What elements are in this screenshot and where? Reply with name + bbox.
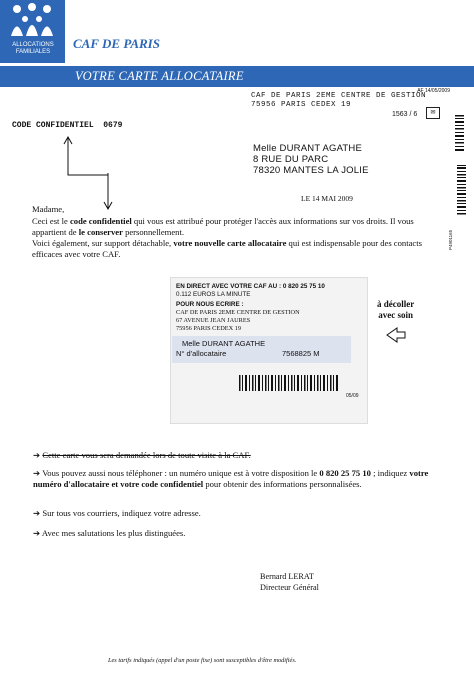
recipient-city: 78320 MANTES LA JOLIE <box>253 165 369 176</box>
arrow-bullet-icon: ➔ <box>33 528 41 538</box>
family-logo-icon <box>7 3 57 37</box>
bullet-card-visit: ➔ Cette carte vous sera demandée lors de toute visite à la CAF. <box>33 450 251 460</box>
sequence-number: 1563 / 6 <box>392 111 418 118</box>
document-reference: AF 14/05/2009 <box>417 88 450 94</box>
card-holder: Melle DURANT AGATHE <box>182 339 266 348</box>
logo-text: ALLOCATIONS FAMILIALES <box>12 42 54 55</box>
side-barcode-top <box>455 115 464 153</box>
card-number-label: N° d'allocataire <box>176 349 227 358</box>
confidential-code-label: CODE CONFIDENTIEL <box>12 121 94 130</box>
card-address-2: 67 AVENUE JEAN JAURES <box>176 317 251 324</box>
paragraph-code: Ceci est le code confidentiel qui vous est attribué pour protéger l'accès aux informations sur vos droits. Il vous appartient de le conserver personnellement. <box>32 216 414 237</box>
sender-line-2: 75956 PARIS CEDEX 19 <box>251 101 352 109</box>
footer-note: Les tarifs indiqués (appel d'un poste fixe) sont susceptibles d'être modifiés. <box>108 657 297 664</box>
confidential-code <box>12 121 122 130</box>
card-barcode <box>239 375 339 391</box>
salutation: Madame, <box>32 204 65 214</box>
peel-hand-icon <box>385 326 407 344</box>
handwritten-arrows <box>60 135 120 210</box>
vertical-reference: P4901165 <box>448 229 453 250</box>
banner-title: VOTRE CARTE ALLOCATAIRE <box>75 69 244 83</box>
card-address-3: 75956 PARIS CEDEX 19 <box>176 325 242 332</box>
bullet-greetings: ➔ Avec mes salutations les plus distinguées. <box>33 528 186 538</box>
bullet-phone: ➔ Vous pouvez aussi nous téléphoner : un numéro unique est à votre disposition le 0 820 25 75 10 ; indiquez votre numéro d'allocataire et votre code confidentiel pour obtenir des informations personnalisées. <box>33 468 429 489</box>
arrow-bullet-icon: ➔ <box>33 508 41 518</box>
side-barcode <box>457 165 466 215</box>
signatory-name: Bernard LERAT <box>260 572 314 581</box>
arrow-bullet-icon: ➔ <box>33 468 41 478</box>
card-direct-line: EN DIRECT AVEC VOTRE CAF AU : 0 820 25 75 10 <box>176 283 325 290</box>
recipient-street: 8 RUE DU PARC <box>253 154 329 165</box>
card-write-label: POUR NOUS ECRIRE : <box>176 301 244 308</box>
peel-instruction: à décoller avec soin <box>377 299 415 320</box>
org-name: CAF DE PARIS <box>73 36 160 51</box>
card-expiry: 05/09 <box>346 393 359 399</box>
signatory-title: Directeur Général <box>260 583 319 592</box>
sender-line-1: CAF DE PARIS 2EME CENTRE DE GESTION <box>251 92 427 100</box>
bullet-address: ➔ Sur tous vos courriers, indiquez votre adresse. <box>33 508 201 518</box>
recipient-name: Melle DURANT AGATHE <box>253 143 363 154</box>
letter-date: LE 14 MAI 2009 <box>301 194 353 203</box>
card-rate: 0.112 EUROS LA MINUTE <box>176 291 251 298</box>
arrow-bullet-icon: ➔ <box>33 450 41 460</box>
card-number-value: 7568825 M <box>282 349 320 358</box>
card-address-1: CAF DE PARIS 2EME CENTRE DE GESTION <box>176 309 300 316</box>
postal-mark-icon: ✉ <box>426 107 440 119</box>
confidential-code-value: 0679 <box>103 121 123 130</box>
paragraph-card: Voici également, sur support détachable, votre nouvelle carte allocataire qui est indispensable pour des contacts efficaces avec votre CAF. <box>32 238 422 259</box>
